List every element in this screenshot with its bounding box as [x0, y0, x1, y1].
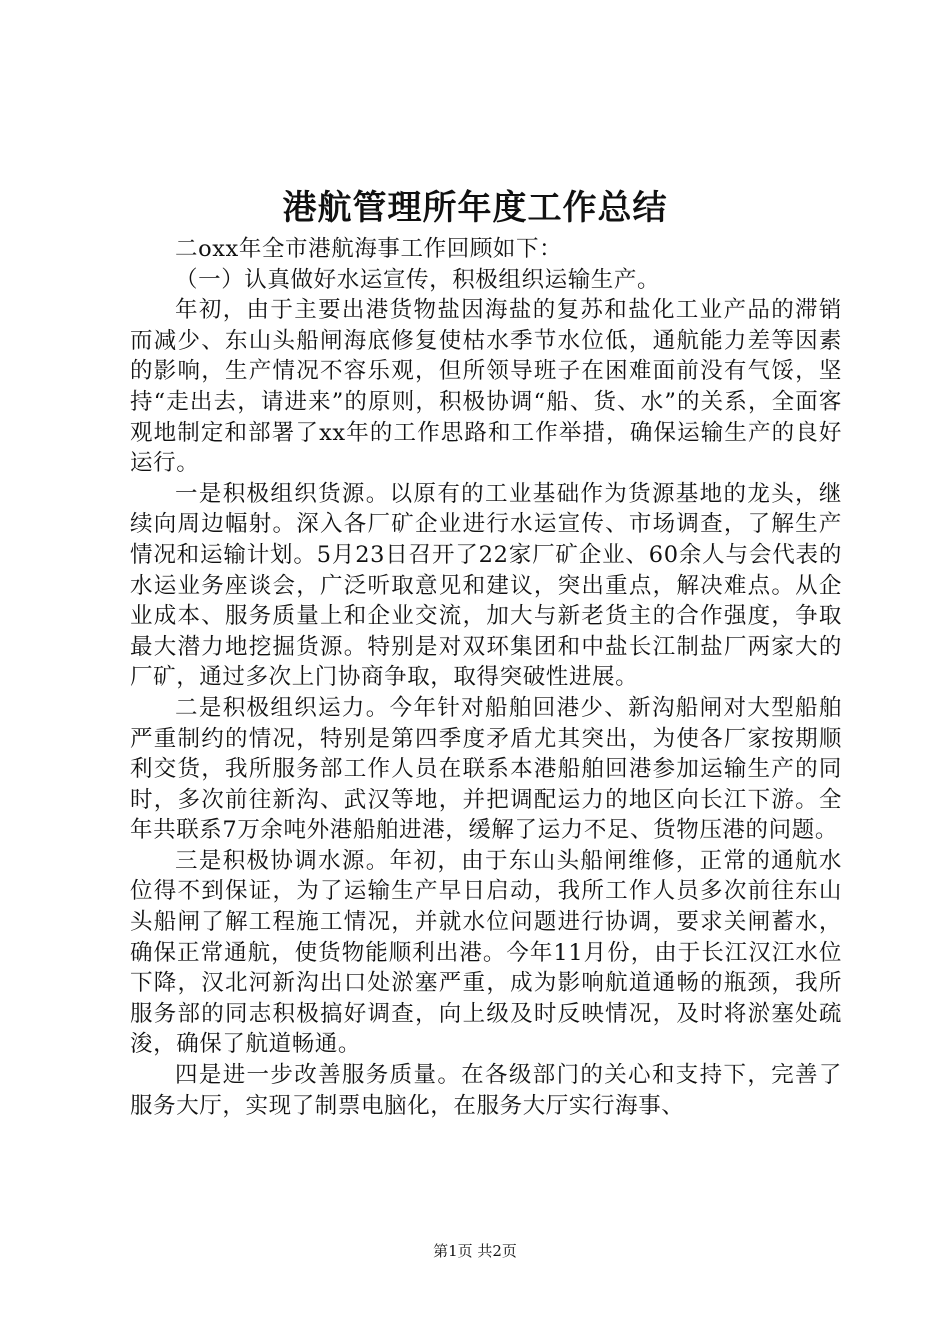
page-number-footer: 第1页 共2页 [433, 1242, 517, 1260]
paragraph-point-three: 三是积极协调水源。年初，由于东山头船闸维修，正常的通航水位得不到保证，为了运输生产早日启动，我所工作人员多次前往东山头船闸了解工程施工情况，并就水位问题进行协调，要求关闸蓄水，确保正常通航，使货物能顺利出港。今年11月份，由于长江汉江水位下降，汉北河新沟出口处淤塞严重，成为影响航道通畅的瓶颈，我所服务部的同志积极搞好调查，向上级及时反映情况，及时将淤塞处疏浚，确保了航道畅通。 [130, 847, 842, 1058]
paragraph-point-four: 四是进一步改善服务质量。在各级部门的关心和支持下，完善了服务大厅，实现了制票电脑化，在服务大厅实行海事、 [130, 1062, 842, 1119]
paragraph-point-one: 一是积极组织货源。以原有的工业基础作为货源基地的龙头，继续向周边幅射。深入各厂矿企业进行水运宣传、市场调查，了解生产情况和运输计划。5月23日召开了22家厂矿企业、60余人与会代表的水运业务座谈会，广泛听取意见和建议，突出重点，解决难点。从企业成本、服务质量上和企业交流，加大与新老货主的合作强度，争取最大潜力地挖掘货源。特别是对双环集团和中盐长江制盐厂两家大的厂矿，通过多次上门协商争取，取得突破性进展。 [130, 480, 842, 691]
paragraph-section-heading: （一）认真做好水运宣传，积极组织运输生产。 [175, 266, 661, 293]
document-title: 港航管理所年度工作总结 [282, 188, 668, 228]
paragraph-overview: 年初，由于主要出港货物盐因海盐的复苏和盐化工业产品的滞销而减少、东山头船闸海底修复使枯水季节水位低，通航能力差等因素的影响，生产情况不容乐观，但所领导班子在困难面前没有气馁，坚持“走出去，请进来”的原则，积极协调“船、货、水”的关系，全面客观地制定和部署了xx年的工作思路和工作举措，确保运输生产的良好运行。 [130, 297, 842, 477]
paragraph-point-two: 二是积极组织运力。今年针对船舶回港少、新沟船闸对大型船舶严重制约的情况，特别是第四季度矛盾尤其突出，为使各厂家按期顺利交货，我所服务部工作人员在联系本港船舶回港参加运输生产的同时，多次前往新沟、武汉等地，并把调配运力的地区向长江下游。全年共联系7万余吨外港船舶进港，缓解了运力不足、货物压港的问题。 [130, 694, 842, 844]
paragraph-intro: 二oxx年全市港航海事工作回顾如下： [175, 236, 563, 262]
document-body [130, 234, 842, 1121]
